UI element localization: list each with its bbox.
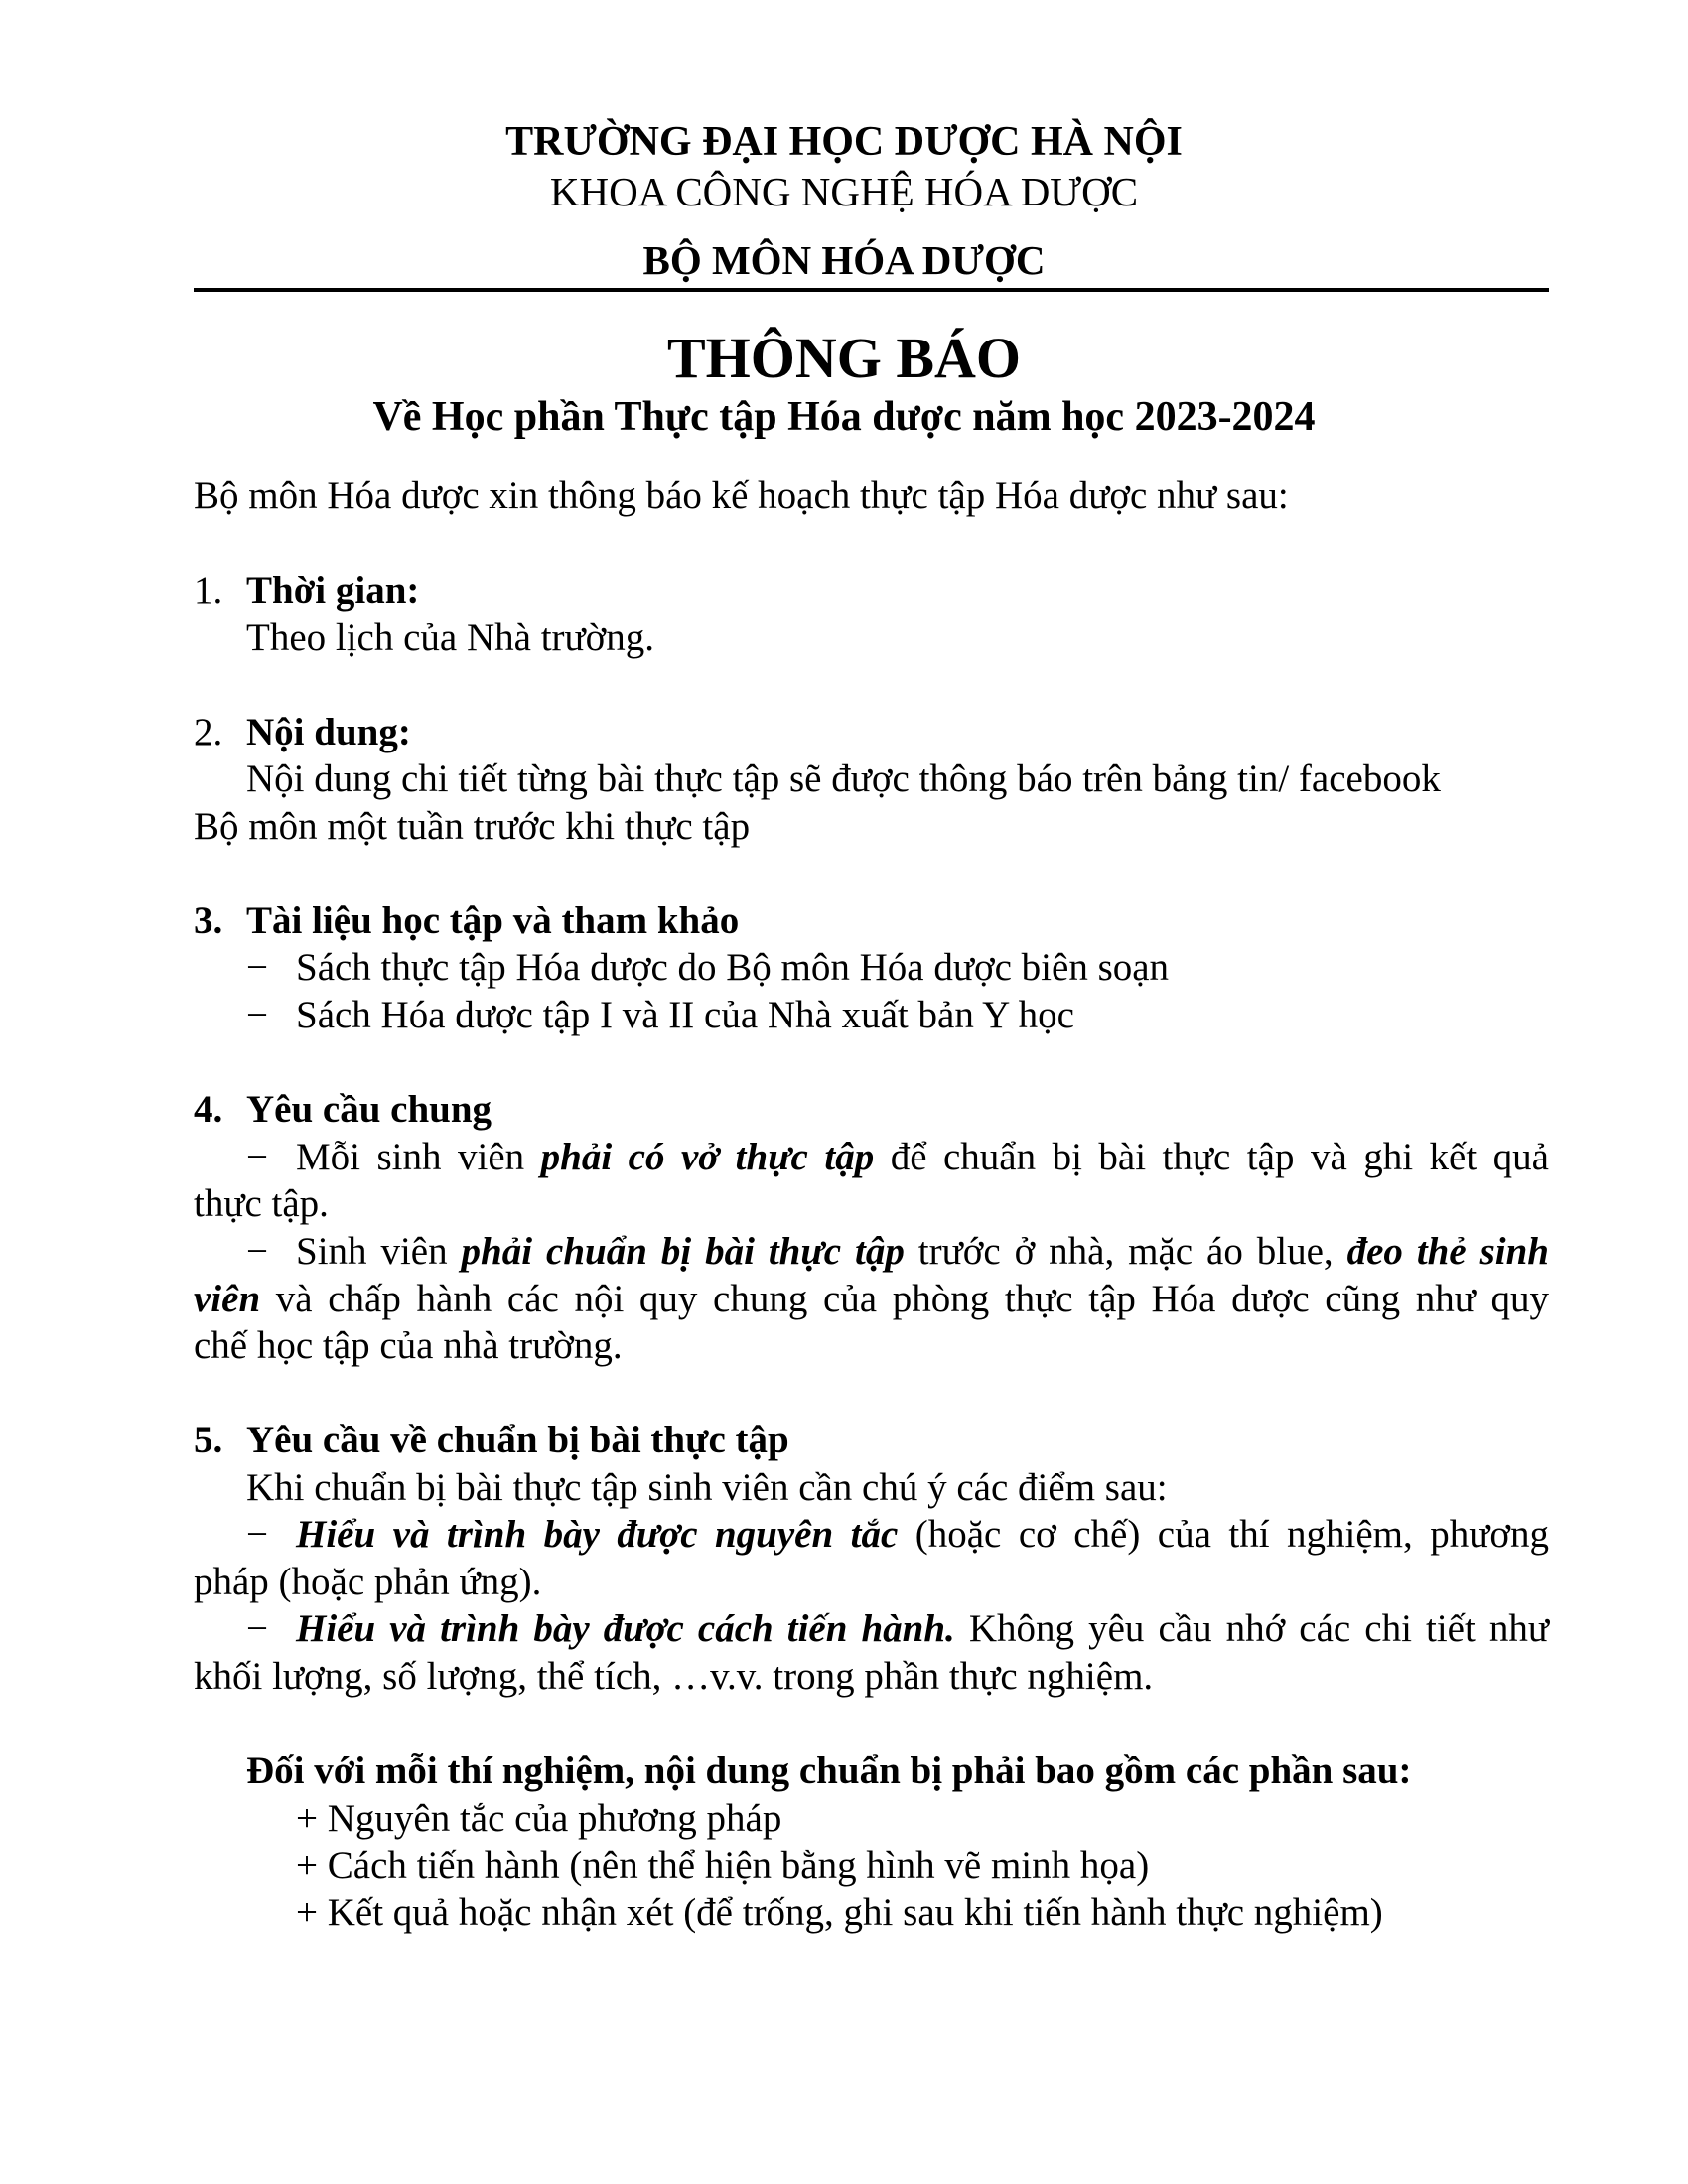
section-5-para-2-line-2: khối lượng, số lượng, thể tích, …v.v. trong phần thực nghiệm.: [194, 1655, 1154, 1698]
emphasis-text: phải chuẩn bị bài thực tập: [461, 1230, 905, 1273]
section-4-heading: [194, 1087, 492, 1133]
department-name: BỘ MÔN HÓA DƯỢC: [642, 237, 1046, 283]
experiment-item-3: + Kết quả hoặc nhận xét (để trống, ghi sau khi tiến hành thực nghiệm): [296, 1891, 1383, 1934]
section-number: 3.: [194, 899, 223, 942]
notice-title: THÔNG BÁO: [666, 326, 1022, 390]
experiment-item-2: + Cách tiến hành (nên thể hiện bằng hình vẽ minh họa): [296, 1844, 1150, 1887]
reference-item-text: Sách thực tập Hóa dược do Bộ môn Hóa dược biên soạn: [296, 946, 1170, 989]
section-number: 2.: [194, 711, 223, 753]
intro-text: Bộ môn Hóa dược xin thông báo kế hoạch thực tập Hóa dược như sau:: [194, 475, 1289, 517]
section-title: Thời gian:: [246, 569, 420, 612]
dash-bullet: −: [246, 1230, 268, 1273]
text-run: Không yêu cầu nhớ các chi tiết như: [954, 1607, 1549, 1650]
section-number: 1.: [194, 569, 223, 612]
section-5-heading: [194, 1418, 789, 1463]
faculty-name: KHOA CÔNG NGHỆ HÓA DƯỢC: [549, 169, 1139, 214]
dash-bullet: −: [246, 994, 268, 1036]
header-divider: [194, 288, 1549, 292]
section-5-para-1-line-2: pháp (hoặc phản ứng).: [194, 1561, 542, 1603]
emphasis-text: phải có vở thực tập: [540, 1136, 875, 1178]
text-run: để chuẩn bị bài thực tập và ghi kết quả: [874, 1136, 1549, 1178]
emphasis-text: đeo thẻ sinh: [1346, 1230, 1549, 1273]
section-5-para-2-line-1: [194, 1606, 1549, 1652]
text-run: Sinh viên: [296, 1230, 462, 1273]
section-2-line-1: Nội dung chi tiết từng bài thực tập sẽ được thông báo trên bảng tin/ facebook: [246, 757, 1441, 800]
section-title: Nội dung:: [246, 711, 411, 753]
text-run: Mỗi sinh viên: [296, 1136, 541, 1178]
section-4-para-2-line-3: chế học tập của nhà trường.: [194, 1324, 623, 1367]
section-1-text: Theo lịch của Nhà trường.: [246, 616, 655, 659]
section-4-para-2-line-2: [194, 1277, 1549, 1322]
dash-bullet: −: [246, 1513, 268, 1556]
section-2-line-2: Bộ môn một tuần trước khi thực tập: [194, 805, 751, 848]
section-number: 5.: [194, 1419, 223, 1461]
section-number: 4.: [194, 1088, 223, 1131]
experiment-heading: Đối với mỗi thí nghiệm, nội dung chuẩn bị phải bao gồm các phần sau:: [246, 1749, 1412, 1792]
section-4-para-1-line-1: [194, 1135, 1549, 1180]
university-name: TRƯỜNG ĐẠI HỌC DƯỢC HÀ NỘI: [505, 119, 1183, 165]
notice-subtitle: Về Học phần Thực tập Hóa dược năm học 2023-2024: [372, 394, 1316, 440]
section-2-heading: [194, 710, 411, 755]
reference-item-2: [246, 993, 1074, 1038]
reference-item-1: [246, 945, 1169, 991]
section-3-heading: [194, 898, 739, 944]
dash-bullet: −: [246, 1607, 268, 1650]
experiment-item-1: + Nguyên tắc của phương pháp: [296, 1797, 782, 1840]
section-5-para-1-line-1: [194, 1512, 1549, 1558]
section-title: Tài liệu học tập và tham khảo: [246, 899, 740, 942]
emphasis-text: Hiểu và trình bày được nguyên tắc: [296, 1513, 899, 1556]
dash-bullet: −: [246, 946, 268, 989]
section-1-heading: [194, 568, 419, 614]
emphasis-text: viên: [194, 1278, 261, 1320]
section-title: Yêu cầu chung: [246, 1088, 492, 1131]
emphasis-text: Hiểu và trình bày được cách tiến hành.: [296, 1607, 955, 1650]
reference-item-text: Sách Hóa dược tập I và II của Nhà xuất bản Y học: [296, 994, 1074, 1036]
section-4-para-1-line-2: thực tập.: [194, 1182, 329, 1225]
dash-bullet: −: [246, 1136, 268, 1178]
section-4-para-2-line-1: [194, 1229, 1549, 1275]
text-run: và chấp hành các nội quy chung của phòng thực tập Hóa dược cũng như quy: [260, 1278, 1549, 1320]
section-5-lead: Khi chuẩn bị bài thực tập sinh viên cần chú ý các điểm sau:: [246, 1466, 1168, 1509]
text-run: (hoặc cơ chế) của thí nghiệm, phương: [898, 1513, 1549, 1556]
section-title: Yêu cầu về chuẩn bị bài thực tập: [246, 1419, 789, 1461]
text-run: trước ở nhà, mặc áo blue,: [904, 1230, 1347, 1273]
